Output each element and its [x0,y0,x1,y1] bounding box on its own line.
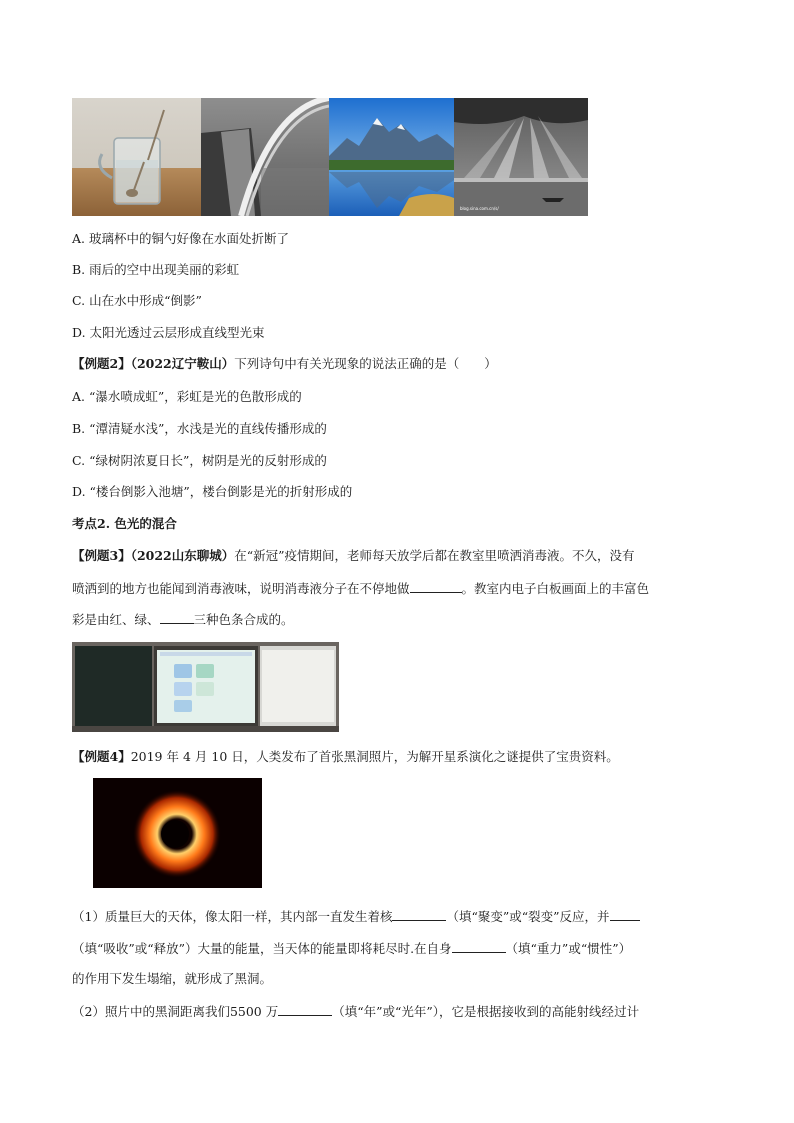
answer-blank-6[interactable] [278,1003,332,1016]
option-a: A. 玻璃杯中的铜勺好像在水面处折断了 [72,231,289,246]
example4-question [72,749,619,765]
p1-text-2b: （填“重力”或“惯性”） [505,941,632,956]
example3-text-1: 在“新冠”疫情期间，老师每天放学后都在教室里喷洒消毒液。不久，没有 [234,548,635,563]
example3-text-2b: 。教室内电子白板画面上的丰富色 [461,581,650,596]
example4-part2-line1 [72,1003,639,1020]
example3-text-3b: 三种色条合成的。 [193,612,294,627]
answer-blank-3[interactable] [392,908,446,921]
example2-option-b: B. “潭清疑水浅”，水浅是光的直线传播形成的 [72,421,327,436]
example4-part1-line2 [72,940,631,957]
example2-question [72,356,497,372]
answer-blank-2[interactable] [160,611,194,624]
example2-stem: 下列诗句中有关光现象的说法正确的是（ ） [234,356,497,371]
answer-blank-5[interactable] [452,940,506,953]
p2-text-1a: （2）照片中的黑洞距离我们5500 万 [72,1004,279,1019]
example4-part1-line1 [72,908,640,925]
example3-source: （2022山东聊城） [130,548,235,563]
answer-blank-1[interactable] [410,580,462,593]
example2-label: 【例题2】 [72,356,131,371]
photo-classroom-whiteboard [72,642,339,732]
p1-text-2a: （填“吸收”或“释放”）大量的能量，当天体的能量即将耗尽时.在自身 [72,941,452,956]
p2-text-1b: （填“年”或“光年”），它是根据接收到的高能射线经过计 [332,1004,640,1019]
example3-line2 [72,580,649,597]
option-d: D. 太阳光透过云层形成直线型光束 [72,325,265,340]
photo-rainbow-waterfall [201,98,329,216]
example3-text-3a: 彩是由红、绿、 [72,612,160,627]
example3-label: 【例题3】 [72,548,131,563]
example2-option-c: C. “绿树阴浓夏日长”，树阴是光的反射形成的 [72,453,327,468]
example3-text-2a: 喷洒到的地方也能闻到消毒液味，说明消毒液分子在不停地做 [72,581,410,596]
p1-text-1b: （填“聚变”或“裂变”反应，并 [446,909,610,924]
example3-line3 [72,611,294,628]
p1-text-1a: （1）质量巨大的天体，像太阳一样，其内部一直发生着核 [72,909,393,924]
photo-sun-rays-clouds [454,98,588,216]
photo-spoon-in-glass [72,98,201,216]
option-b: B. 雨后的空中出现美丽的彩虹 [72,262,240,277]
example3-line1 [72,548,635,564]
photo-mountain-reflection [329,98,454,216]
answer-blank-4[interactable] [610,908,640,921]
photo-black-hole [93,778,262,888]
example2-source: （2022辽宁鞍山） [130,356,235,371]
example2-option-a: A. “瀑水喷成虹”，彩虹是光的色散形成的 [72,389,302,404]
example4-stem: 2019 年 4 月 10 日，人类发布了首张黑洞照片，为解开星系演化之谜提供了宝贵资料。 [130,749,619,764]
example2-option-d: D. “楼台倒影入池塘”，楼台倒影是光的折射形成的 [72,484,353,499]
option-c: C. 山在水中形成“倒影” [72,293,202,308]
section-title: 考点2. 色光的混合 [72,516,177,531]
example4-label: 【例题4】 [72,749,131,764]
photo-caption: blog.sina.com.cn/s/ [460,206,499,211]
example4-part1-line3: 的作用下发生塌缩，就形成了黑洞。 [72,971,273,986]
